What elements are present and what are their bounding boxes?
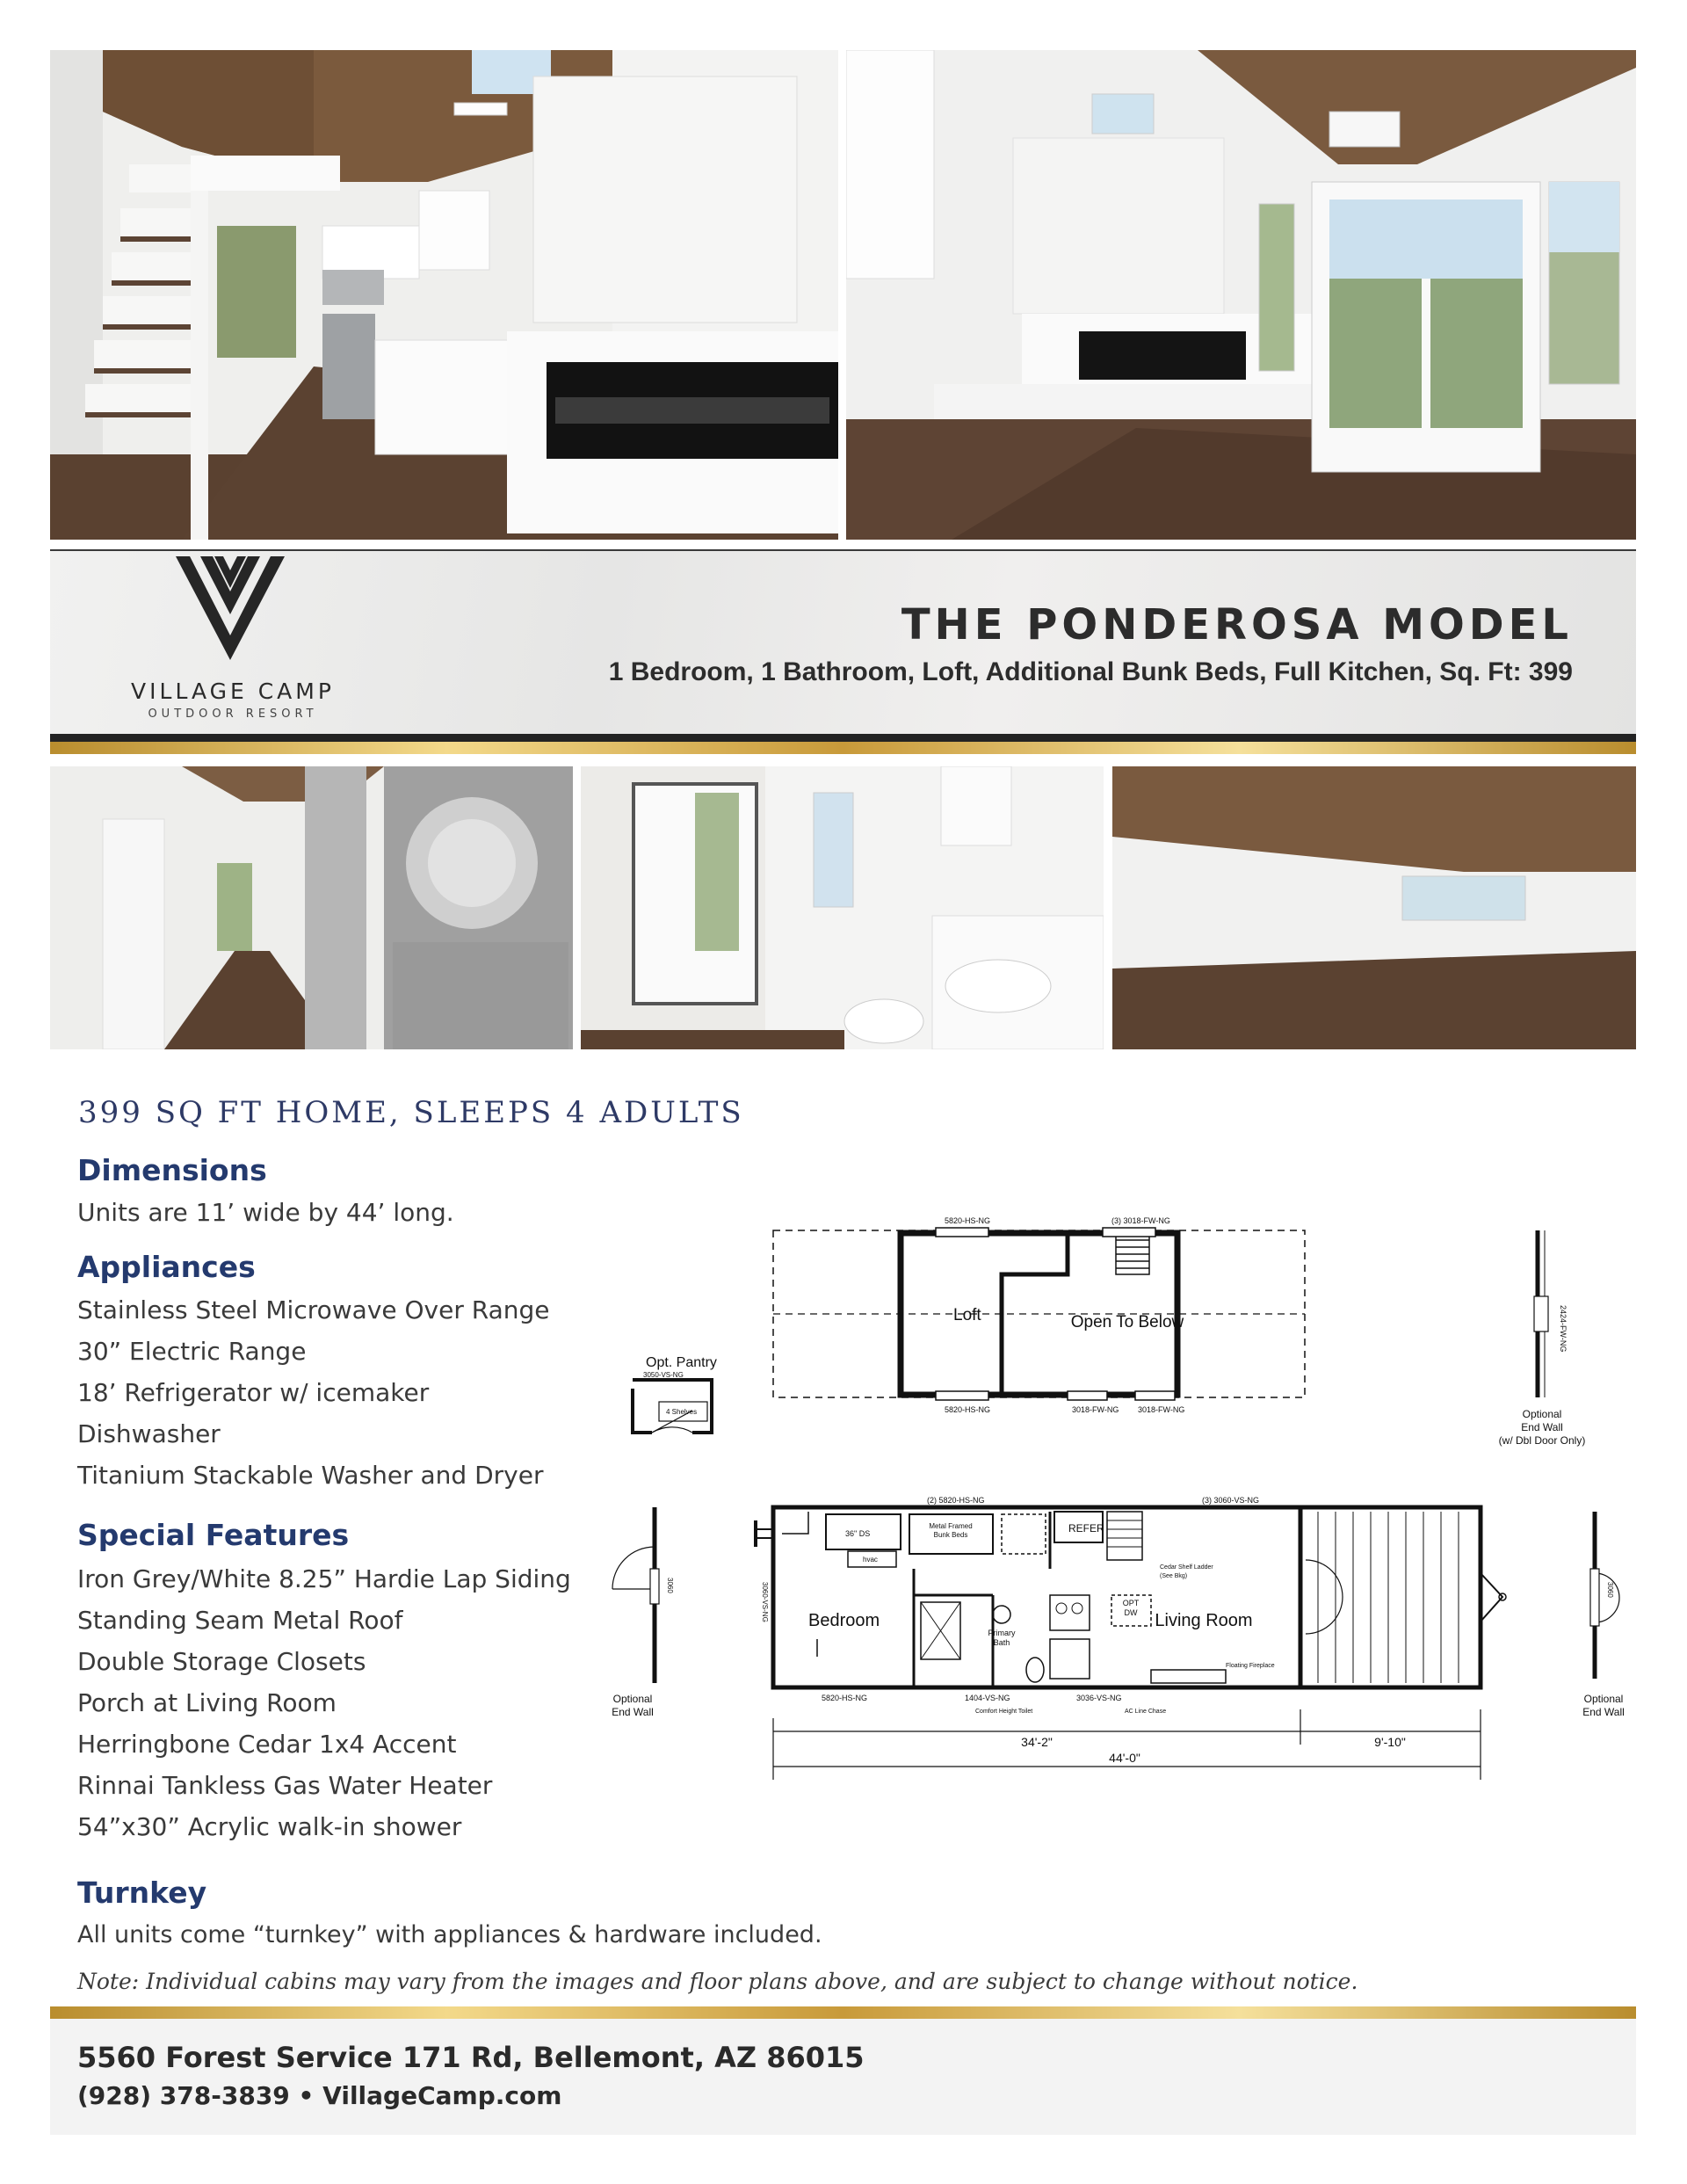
plan-note: Cedar Shelf Ladder — [1160, 1564, 1213, 1571]
contact-line: (928) 378-3839 • VillageCamp.com — [77, 2081, 562, 2110]
loft-plan — [773, 1228, 1305, 1400]
plan-note: AC Line Chase — [1125, 1709, 1167, 1715]
end-wall-label: (w/ Dbl Door Only) — [1498, 1434, 1586, 1447]
address: 5560 Forest Service 171 Rd, Bellemont, AZ 86015 — [77, 2041, 865, 2074]
window-tag: (3) 3060-VS-NG — [1202, 1496, 1260, 1505]
feature-item: 54”x30” Acrylic walk-in shower — [77, 1812, 462, 1841]
appliance-item: 30” Electric Range — [77, 1337, 307, 1366]
feature-item: Standing Seam Metal Roof — [77, 1606, 403, 1635]
window-tag: 3018-FW-NG — [1138, 1405, 1185, 1414]
end-wall-label: Optional — [612, 1693, 653, 1705]
village-camp-logo-icon — [176, 556, 285, 662]
window-tag: 5820-HS-NG — [822, 1694, 868, 1702]
model-title: THE PONDEROSA MODEL — [901, 600, 1573, 649]
bath-label: Primary — [988, 1629, 1016, 1637]
plan-note: (See Bkg) — [1160, 1573, 1188, 1579]
window-tag: 3050-VS-NG — [643, 1371, 684, 1379]
photo-kitchen-stairs — [50, 50, 838, 540]
feature-item: Double Storage Closets — [77, 1647, 366, 1676]
window-tag: (3) 3018-FW-NG — [1111, 1216, 1170, 1225]
window-tag: 3060 — [1606, 1582, 1614, 1598]
banner-divider — [50, 734, 1636, 742]
features-heading: Special Features — [77, 1518, 350, 1552]
dimensions-heading: Dimensions — [77, 1153, 267, 1187]
refer-label: REFER — [1068, 1522, 1104, 1535]
ds-label: 36" DS — [845, 1529, 871, 1538]
headline: 399 SQ FT HOME, SLEEPS 4 ADULTS — [78, 1095, 744, 1130]
dim-main: 34'-2" — [1021, 1735, 1053, 1749]
gold-rule — [50, 2006, 1636, 2019]
feature-item: Porch at Living Room — [77, 1688, 337, 1717]
feature-item: Rinnai Tankless Gas Water Heater — [77, 1771, 493, 1800]
window-tag: 1404-VS-NG — [965, 1694, 1010, 1702]
plan-note: Floating Fireplace — [1226, 1663, 1275, 1669]
end-wall-label: Optional — [1522, 1408, 1562, 1420]
bath-label: Bath — [993, 1638, 1010, 1647]
left-end-wall — [612, 1507, 659, 1683]
disclaimer-note: Note: Individual cabins may vary from the images and floor plans above, and are subject to change without notice. — [77, 1969, 1358, 1994]
bedroom-label: Bedroom — [808, 1611, 880, 1630]
loft-label: Loft — [953, 1306, 981, 1324]
gold-stripe — [50, 742, 1636, 754]
dim-porch: 9'-10" — [1374, 1735, 1406, 1749]
appliance-item: 18’ Refrigerator w/ icemaker — [77, 1378, 430, 1407]
end-wall-plan — [1534, 1230, 1548, 1397]
banner-top-line — [50, 549, 1636, 551]
opt-dw-label: DW — [1124, 1608, 1138, 1617]
feature-item: Herringbone Cedar 1x4 Accent — [77, 1730, 457, 1759]
logo-name: VILLAGE CAMP — [131, 678, 335, 704]
dim-total: 44'-0" — [1109, 1751, 1140, 1765]
end-wall-label: End Wall — [1582, 1706, 1625, 1718]
end-wall-label: End Wall — [1521, 1421, 1563, 1433]
footer — [50, 2019, 1636, 2135]
dimensions-text: Units are 11’ wide by 44’ long. — [77, 1198, 454, 1227]
model-subtitle: 1 Bedroom, 1 Bathroom, Loft, Additional Bunk Beds, Full Kitchen, Sq. Ft: 399 — [608, 657, 1573, 686]
open-to-below-label: Open To Below — [1070, 1313, 1184, 1331]
window-tag: 5820-HS-NG — [945, 1216, 991, 1225]
photo-bathroom — [581, 766, 1104, 1049]
window-tag: (2) 5820-HS-NG — [927, 1496, 985, 1505]
shelves-label: 4 Shelves — [666, 1408, 698, 1416]
feature-item: Iron Grey/White 8.25” Hardie Lap Siding — [77, 1564, 571, 1593]
living-room-label: Living Room — [1155, 1611, 1253, 1630]
floor-plan — [597, 1182, 1634, 1797]
window-tag: 5820-HS-NG — [945, 1405, 991, 1414]
end-wall-label: Optional — [1583, 1693, 1624, 1705]
window-tag: 2424-FW-NG — [1559, 1305, 1568, 1353]
window-tag: 3036-VS-NG — [1076, 1694, 1122, 1702]
photo-living-doors — [846, 50, 1636, 540]
end-wall-label: End Wall — [612, 1706, 654, 1718]
opt-pantry-label: Opt. Pantry — [646, 1355, 717, 1370]
plan-note: Comfort Height Toilet — [975, 1709, 1033, 1715]
window-tag: 3060-VS-NG — [761, 1582, 769, 1622]
turnkey-heading: Turnkey — [77, 1876, 207, 1910]
bunk-label: Bunk Beds — [933, 1531, 968, 1539]
appliance-item: Titanium Stackable Washer and Dryer — [77, 1461, 544, 1490]
turnkey-text: All units come “turnkey” with appliances & hardware included. — [77, 1921, 822, 1948]
hvac-label: hvac — [863, 1556, 878, 1564]
appliance-item: Stainless Steel Microwave Over Range — [77, 1295, 550, 1324]
logo-tagline: OUTDOOR RESORT — [148, 707, 318, 721]
window-tag: 3018-FW-NG — [1072, 1405, 1119, 1414]
bunk-label: Metal Framed — [929, 1522, 973, 1530]
right-end-wall — [1590, 1512, 1619, 1679]
appliance-item: Dishwasher — [77, 1419, 221, 1448]
appliances-heading: Appliances — [77, 1250, 256, 1284]
pantry-plan — [633, 1380, 712, 1433]
window-tag: 3060 — [666, 1578, 674, 1593]
photo-loft — [1112, 766, 1636, 1049]
opt-dw-label: OPT — [1122, 1599, 1140, 1607]
photo-hallway-laundry — [50, 766, 573, 1049]
